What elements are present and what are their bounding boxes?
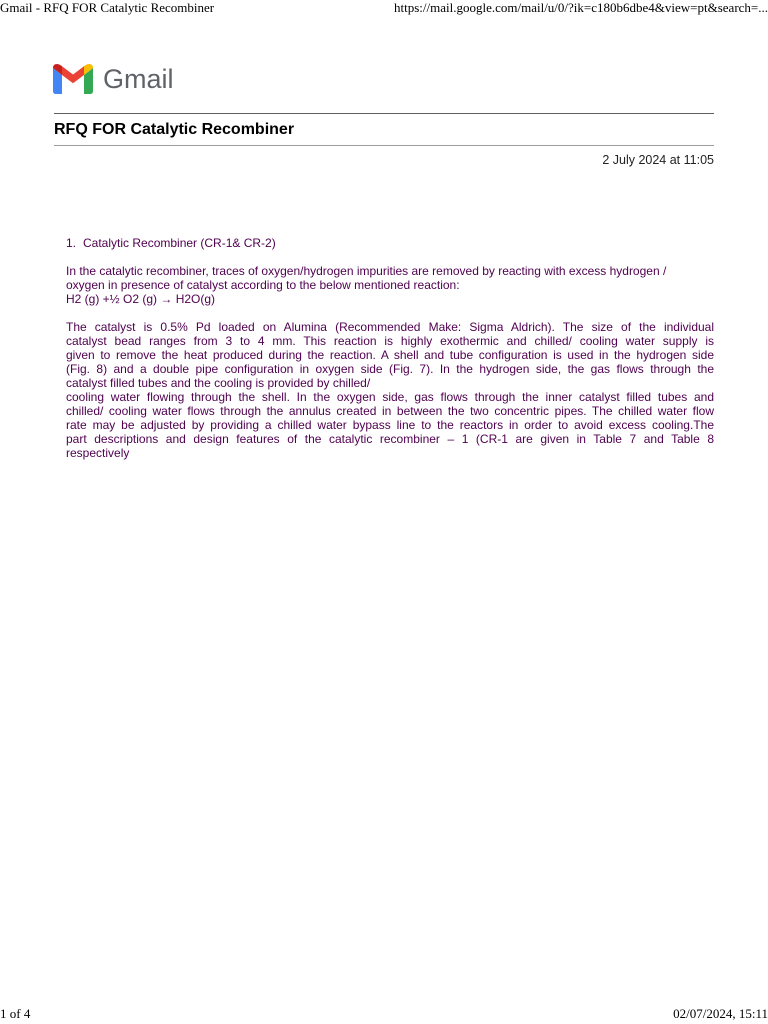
para2-line4: (Fig. 8) and a double pipe configuration in oxygen side (Fig. 7). In the hydrogen side, the gas flows through the <box>66 362 714 376</box>
print-footer-datetime: 02/07/2024, 15:11 <box>673 1006 768 1021</box>
heading-text: Catalytic Recombiner (CR-1& CR-2) <box>83 236 276 250</box>
section-heading <box>66 236 714 250</box>
gmail-logo <box>53 62 174 96</box>
para2-line1: The catalyst is 0.5% Pd loaded on Alumina (Recommended Make: Sigma Aldrich). The size of the individual <box>66 320 714 334</box>
gmail-m-icon <box>53 64 93 94</box>
para2-line3: given to remove the heat produced during the reaction. A shell and tube configuration is used in the hydrogen side <box>66 348 714 362</box>
para2-line6: cooling water flowing through the shell. In the oxygen side, gas flows through the inner catalyst filled tubes and <box>66 390 714 404</box>
print-header-title: Gmail - RFQ FOR Catalytic Recombiner <box>0 0 215 15</box>
gmail-m-center-v <box>62 66 84 83</box>
para1-line1: In the catalytic recombiner, traces of oxygen/hydrogen impurities are removed by reacting with excess hydrogen / <box>66 264 667 278</box>
gmail-wordmark: Gmail <box>103 64 174 94</box>
para2-line8: rate may be adjusted by providing a chilled water bypass line to the reactors in order to avoid excess cooling.The <box>66 418 714 432</box>
para2-line5: catalyst filled tubes and the cooling is provided by chilled/ <box>66 376 371 390</box>
para2-line2: catalyst bead ranges from 3 to 4 mm. This reaction is highly exothermic and chilled/ cooling water supply is <box>66 334 714 348</box>
print-footer-page: 1 of 4 <box>0 1006 31 1021</box>
para1-line2: oxygen in presence of catalyst according to the below mentioned reaction: <box>66 278 460 292</box>
divider-top <box>54 113 714 114</box>
heading-number: 1. <box>66 236 77 250</box>
email-date: 2 July 2024 at 11:05 <box>602 153 714 167</box>
print-header-url: https://mail.google.com/mail/u/0/?ik=c180b6dbe4&view=pt&search=... <box>393 0 768 15</box>
divider-bottom <box>54 145 714 146</box>
email-subject: RFQ FOR Catalytic Recombiner <box>54 121 295 138</box>
para1-line3: H2 (g) +½ O2 (g) → H2O(g) <box>66 292 216 306</box>
email-body <box>66 236 714 460</box>
para2-line9: part descriptions and design features of the catalytic recombiner – 1 (CR-1 are given in Table 7 and Table 8 <box>66 432 714 446</box>
para2-line10: respectively <box>66 446 130 460</box>
para2-line7: chilled/ cooling water flows through the annulus created in between the two concentric pipes. The chilled water flow <box>66 404 714 418</box>
